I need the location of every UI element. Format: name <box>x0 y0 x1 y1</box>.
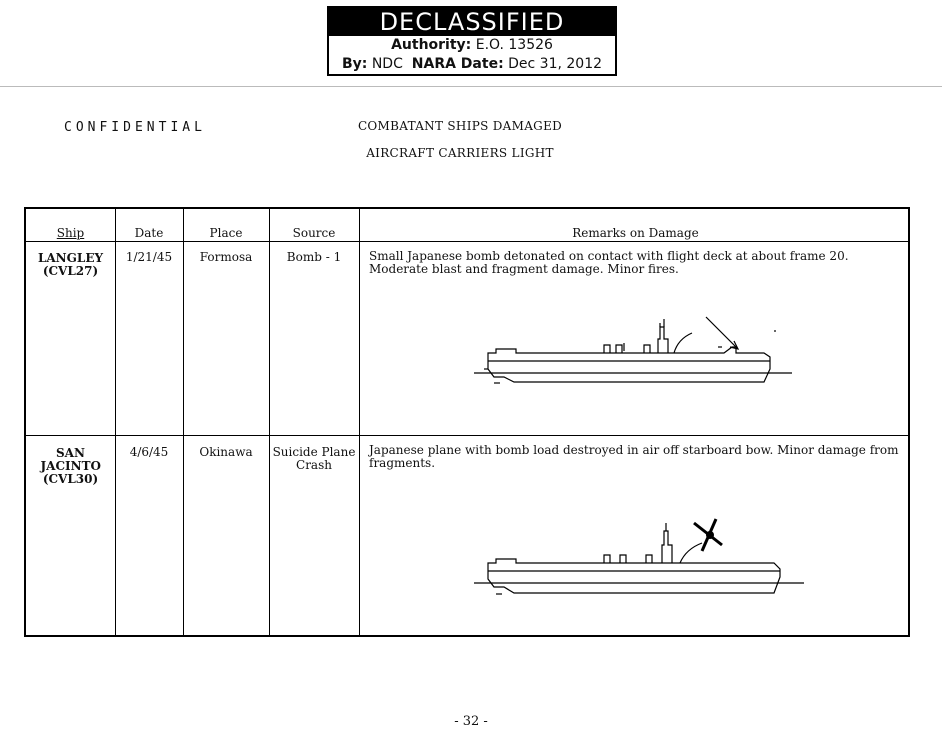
ship-hull-number: (CVL27) <box>42 264 99 278</box>
column-header-remarks: Remarks on Damage <box>572 226 699 240</box>
column-divider <box>359 209 360 635</box>
ship-cell <box>26 252 115 278</box>
remarks-cell: Small Japanese bomb detonated on contact with flight deck at about frame 20. Moderate blast and fragment damage. Minor fires. <box>369 249 849 276</box>
date-cell: 1/21/45 <box>125 250 173 264</box>
ship-cell <box>26 447 115 486</box>
stamp-date-value: Dec 31, 2012 <box>508 56 603 72</box>
carrier-profile-bomb-hit-icon <box>474 307 794 387</box>
carrier-profile-plane-crash-icon <box>474 515 814 605</box>
damage-table <box>24 207 910 637</box>
ship-name: SAN JACINTO <box>40 446 102 473</box>
column-header-source: Source <box>292 226 336 240</box>
stamp-authority-value: E.O. 13526 <box>475 37 553 53</box>
stamp-by-label: By: <box>341 56 368 72</box>
page-title: COMBATANT SHIPS DAMAGED <box>357 119 563 133</box>
row-divider <box>26 435 908 436</box>
source-cell: Suicide Plane Crash <box>272 445 356 472</box>
source-cell: Bomb - 1 <box>286 250 342 264</box>
column-header-ship-text: Ship <box>56 226 85 240</box>
column-header-date: Date <box>134 226 164 240</box>
date-cell: 4/6/45 <box>129 445 169 459</box>
stamp-heading: DECLASSIFIED <box>329 8 615 36</box>
ship-name: LANGLEY <box>37 251 104 265</box>
stamp-by-line <box>329 55 615 74</box>
column-header-ship <box>26 227 115 240</box>
page-subtitle: AIRCRAFT CARRIERS LIGHT <box>366 146 554 160</box>
page-number: - 32 - <box>454 714 488 729</box>
ship-hull-number: (CVL30) <box>42 472 99 486</box>
place-cell: Okinawa <box>199 445 253 459</box>
classification-label: CONFIDENTIAL <box>64 120 206 135</box>
stamp-by-value: NDC <box>371 56 403 72</box>
column-header-place: Place <box>209 226 243 240</box>
column-divider <box>115 209 116 635</box>
column-divider <box>183 209 184 635</box>
stamp-date-label: NARA Date: <box>411 56 504 72</box>
column-divider <box>269 209 270 635</box>
declassified-stamp <box>327 6 617 76</box>
stamp-authority-label: Authority: <box>391 37 472 53</box>
place-cell: Formosa <box>199 250 253 264</box>
stamp-authority-line <box>329 36 615 55</box>
header-divider <box>26 241 908 242</box>
remarks-cell: Japanese plane with bomb load destroyed in air off starboard bow. Minor damage from fragments. <box>369 443 899 470</box>
page-divider <box>0 86 942 87</box>
